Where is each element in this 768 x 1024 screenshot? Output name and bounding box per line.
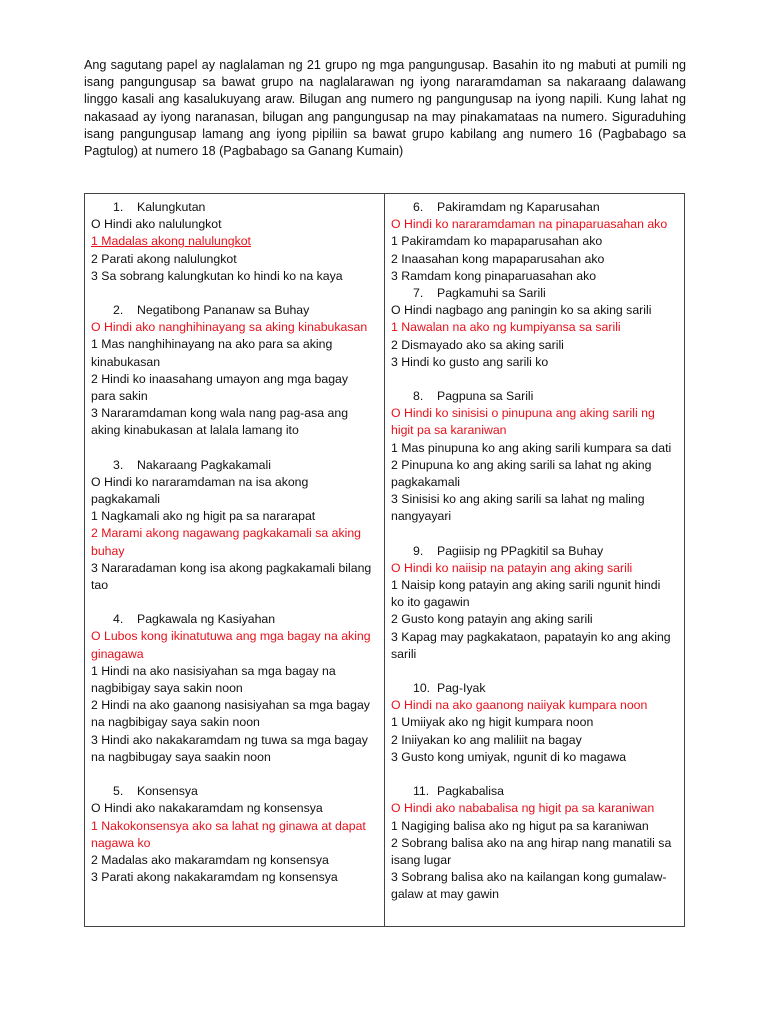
option-3[interactable]: 3 Nararamdaman kong wala nang pag-asa ang aking kinabukasan at lalala lamang ito xyxy=(91,406,349,438)
option-3[interactable]: 3 Gusto kong umiyak, ngunit di ko magawa xyxy=(391,749,627,764)
option-2[interactable]: 2 Iniiyakan ko ang maliliit na bagay xyxy=(391,732,582,747)
option-0[interactable]: O Hindi nagbago ang paningin ko sa aking sarili xyxy=(391,303,652,318)
group-3 xyxy=(91,457,384,595)
group-heading xyxy=(91,783,384,800)
option-0-selected[interactable]: O Hindi ako nababalisa ng higit pa sa karaniwan xyxy=(391,801,655,816)
instructions-paragraph: Ang sagutang papel ay naglalaman ng 21 grupo ng mga pangungusap. Basahin ito ng mabuti at pumili ng isang pangungusap sa bawat grupo na naglalarawan ng iyong nararamdaman sa nakaraang dalawang linggo kasali ang kasalukuyang araw. Bilugan ang numero ng pangungusap na iyong napili. Kung lahat ng nakasaad ay iyong naranasan, bilugan ang pangungusap na may pinakamataas na numero. Siguraduhing isang pangungusap lamang ang iyong pipiliin sa bawat grupo kabilang ang numero 16 (Pagbabago sa Pagtulog) at numero 18 (Pagbabago sa Ganang Kumain) xyxy=(84,58,686,159)
group-9 xyxy=(391,543,684,663)
group-heading xyxy=(391,543,684,560)
group-11 xyxy=(391,783,684,903)
option-2[interactable]: 2 Pinupuna ko ang aking sarili sa lahat ng aking pagkakamali xyxy=(391,457,652,490)
option-0[interactable]: O Hindi ko nararamdaman na isa akong pagkakamali xyxy=(91,474,309,507)
group-title: Pagkawala ng Kasiyahan xyxy=(137,612,276,627)
option-3[interactable]: 3 Sa sobrang kalungkutan ko hindi ko na kaya xyxy=(91,268,343,283)
left-column xyxy=(85,194,385,926)
option-0-selected[interactable]: O Hindi ako nanghihinayang sa aking kinabukasan xyxy=(91,320,368,335)
group-8 xyxy=(391,388,684,526)
option-0[interactable]: O Hindi ako nalulungkot xyxy=(91,217,222,232)
group-heading xyxy=(391,285,684,302)
option-3[interactable]: 3 Parati akong nakakaramdam ng konsensya xyxy=(91,870,338,885)
questionnaire-table xyxy=(84,193,685,927)
option-3[interactable]: 3 Nararadaman kong isa akong pagkakamali bilang tao xyxy=(91,560,372,593)
group-title: Pakiramdam ng Kaparusahan xyxy=(437,200,600,214)
group-1 xyxy=(91,199,384,285)
option-1[interactable]: 1 Pakiramdam ko mapaparusahan ako xyxy=(391,234,603,249)
option-3[interactable]: 3 Sobrang balisa ako na kailangan kong gumalaw-galaw at may gawin xyxy=(391,870,667,902)
option-0-selected[interactable]: O Hindi na ako gaanong naiiyak kumpara noon xyxy=(391,698,648,713)
group-title: Kalungkutan xyxy=(137,200,206,214)
group-number: 4. xyxy=(113,612,124,627)
group-title: Pagpuna sa Sarili xyxy=(437,389,534,404)
group-heading xyxy=(91,302,384,319)
group-heading xyxy=(91,199,384,216)
option-1[interactable]: 1 Nagkamali ako ng higit pa sa nararapat xyxy=(91,509,316,524)
option-1[interactable]: 1 Hindi na ako nasisiyahan sa mga bagay na nagbibigay saya sakin noon xyxy=(91,663,336,696)
option-2[interactable]: 2 Parati akong nalulungkot xyxy=(91,251,237,266)
group-heading xyxy=(91,457,384,474)
group-heading xyxy=(391,783,684,800)
group-10 xyxy=(391,680,684,766)
group-title: Pagiisip ng PPagkitil sa Buhay xyxy=(437,543,604,558)
group-number: 7. xyxy=(413,286,424,301)
group-heading xyxy=(391,680,684,697)
group-5 xyxy=(91,783,384,886)
option-1-selected[interactable]: 1 Madalas akong nalulungkot xyxy=(91,234,251,249)
option-0-selected[interactable]: O Hindi ko nararamdaman na pinaparuasahan ako xyxy=(391,217,668,232)
group-heading xyxy=(91,611,384,628)
option-1[interactable]: 1 Mas nanghihinayang na ako para sa aking kinabukasan xyxy=(91,337,333,369)
group-title: Konsensya xyxy=(137,784,198,799)
group-heading xyxy=(391,199,684,216)
group-heading xyxy=(391,388,684,405)
option-0-selected[interactable]: O Lubos kong ikinatutuwa ang mga bagay na aking ginagawa xyxy=(91,629,371,661)
group-2 xyxy=(91,302,384,440)
option-1-selected[interactable]: 1 Nakokonsensya ako sa lahat ng ginawa at dapat nagawa ko xyxy=(91,818,366,850)
option-2[interactable]: 2 Hindi na ako gaanong nasisiyahan sa mga bagay na nagbibigay saya sakin noon xyxy=(91,698,370,730)
group-title: Negatibong Pananaw sa Buhay xyxy=(137,303,310,318)
group-number: 8. xyxy=(413,389,424,404)
group-title: Pagkamuhi sa Sarili xyxy=(437,286,546,301)
group-number: 11. xyxy=(413,784,430,799)
group-number: 9. xyxy=(413,543,424,558)
option-3[interactable]: 3 Sinisisi ko ang aking sarili sa lahat ng maling nangyayari xyxy=(391,492,645,524)
group-number: 5. xyxy=(113,784,124,799)
option-3[interactable]: 3 Hindi ako nakakaramdam ng tuwa sa mga bagay na nagbibugay saya saakin noon xyxy=(91,732,368,764)
group-number: 1. xyxy=(113,200,124,214)
option-3[interactable]: 3 Ramdam kong pinaparuasahan ako xyxy=(391,268,597,283)
group-7 xyxy=(391,285,684,371)
option-2[interactable]: 2 Dismayado ako sa aking sarili xyxy=(391,337,564,352)
group-number: 10. xyxy=(413,681,431,696)
group-4 xyxy=(91,611,384,766)
group-6 xyxy=(391,199,684,285)
option-2-selected[interactable]: 2 Marami akong nagawang pagkakamali sa aking buhay xyxy=(91,526,362,558)
group-title: Pag-Iyak xyxy=(437,681,486,696)
option-1[interactable]: 1 Mas pinupuna ko ang aking sarili kumpara sa dati xyxy=(391,440,672,455)
option-2[interactable]: 2 Gusto kong patayin ang aking sarili xyxy=(391,612,593,627)
option-2[interactable]: 2 Madalas ako makaramdam ng konsensya xyxy=(91,852,329,867)
option-1[interactable]: 1 Umiiyak ako ng higit kumpara noon xyxy=(391,715,594,730)
option-1[interactable]: 1 Nagiging balisa ako ng higut pa sa karaniwan xyxy=(391,818,649,833)
group-number: 6. xyxy=(413,200,424,214)
group-title: Pagkabalisa xyxy=(437,784,504,799)
option-3[interactable]: 3 Kapag may pagkakataon, papatayin ko ang aking sarili xyxy=(391,629,671,661)
option-2[interactable]: 2 Hindi ko inaasahang umayon ang mga bagay para sakin xyxy=(91,371,349,404)
option-0[interactable]: O Hindi ako nakakaramdam ng konsensya xyxy=(91,801,323,816)
group-number: 2. xyxy=(113,303,124,318)
option-2[interactable]: 2 Sobrang balisa ako na ang hirap nang manatili sa isang lugar xyxy=(391,835,672,867)
group-title: Nakaraang Pagkakamali xyxy=(137,457,271,472)
option-0-selected[interactable]: O Hindi ko sinisisi o pinupuna ang aking sarili ng higit pa sa karaniwan xyxy=(391,406,655,438)
option-1-selected[interactable]: 1 Nawalan na ako ng kumpiyansa sa sarili xyxy=(391,320,621,335)
option-1[interactable]: 1 Naisip kong patayin ang aking sarili ngunit hindi ko ito gagawin xyxy=(391,578,661,610)
right-column xyxy=(385,194,684,926)
option-0-selected[interactable]: O Hindi ko naiisip na patayin ang aking sarili xyxy=(391,560,633,575)
option-3[interactable]: 3 Hindi ko gusto ang sarili ko xyxy=(391,354,549,369)
group-number: 3. xyxy=(113,457,124,472)
option-2[interactable]: 2 Inaasahan kong mapaparusahan ako xyxy=(391,251,605,266)
